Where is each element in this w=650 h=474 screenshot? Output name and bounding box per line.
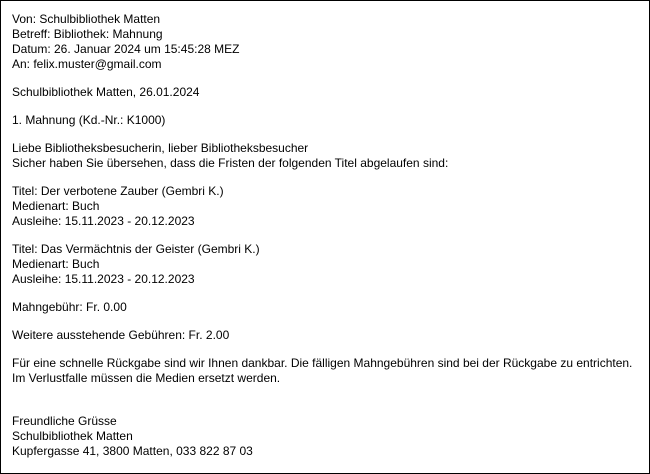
item-loan-period: Ausleihe: 15.11.2023 - 20.12.2023 xyxy=(12,272,195,286)
item-title: Titel: Das Vermächtnis der Geister (Gembri K.) xyxy=(12,242,260,256)
date-line: Datum: 26. Januar 2024 um 15:45:28 MEZ xyxy=(12,42,240,56)
signature-name: Schulbibliothek Matten xyxy=(12,429,133,443)
reminder-title: 1. Mahnung (Kd.-Nr.: K1000) xyxy=(12,113,166,127)
subject-line: Betreff: Bibliothek: Mahnung xyxy=(12,27,163,41)
item-media-type: Medienart: Buch xyxy=(12,199,100,213)
outstanding-fees: Weitere ausstehende Gebühren: Fr. 2.00 xyxy=(12,328,230,342)
closing-text: Für eine schnelle Rückgabe sind wir Ihnen dankbar. Die fälligen Mahngebühren sind bei der Rückgabe zu entrichten. xyxy=(12,356,633,370)
place-date: Schulbibliothek Matten, 26.01.2024 xyxy=(12,85,200,99)
signoff: Freundliche Grüsse xyxy=(12,414,117,428)
email-header xyxy=(12,12,649,72)
item-media-type: Medienart: Buch xyxy=(12,257,100,271)
closing-text-loss: Im Verlustfalle müssen die Medien ersetzt werden. xyxy=(12,371,281,385)
intro-text: Sicher haben Sie übersehen, dass die Fristen der folgenden Titel abgelaufen sind: xyxy=(12,156,449,170)
reminder-fee: Mahngebühr: Fr. 0.00 xyxy=(12,300,127,314)
from-line: Von: Schulbibliothek Matten xyxy=(12,12,161,26)
list-item xyxy=(12,184,649,229)
list-item xyxy=(12,242,649,287)
signature-address: Kupfergasse 41, 3800 Matten, 033 822 87 03 xyxy=(12,444,253,458)
item-title: Titel: Der verbotene Zauber (Gembri K.) xyxy=(12,184,224,198)
item-loan-period: Ausleihe: 15.11.2023 - 20.12.2023 xyxy=(12,214,195,228)
greeting: Liebe Bibliotheksbesucherin, lieber Bibliotheksbesucher xyxy=(12,141,309,155)
to-line: An: felix.muster@gmail.com xyxy=(12,57,162,71)
